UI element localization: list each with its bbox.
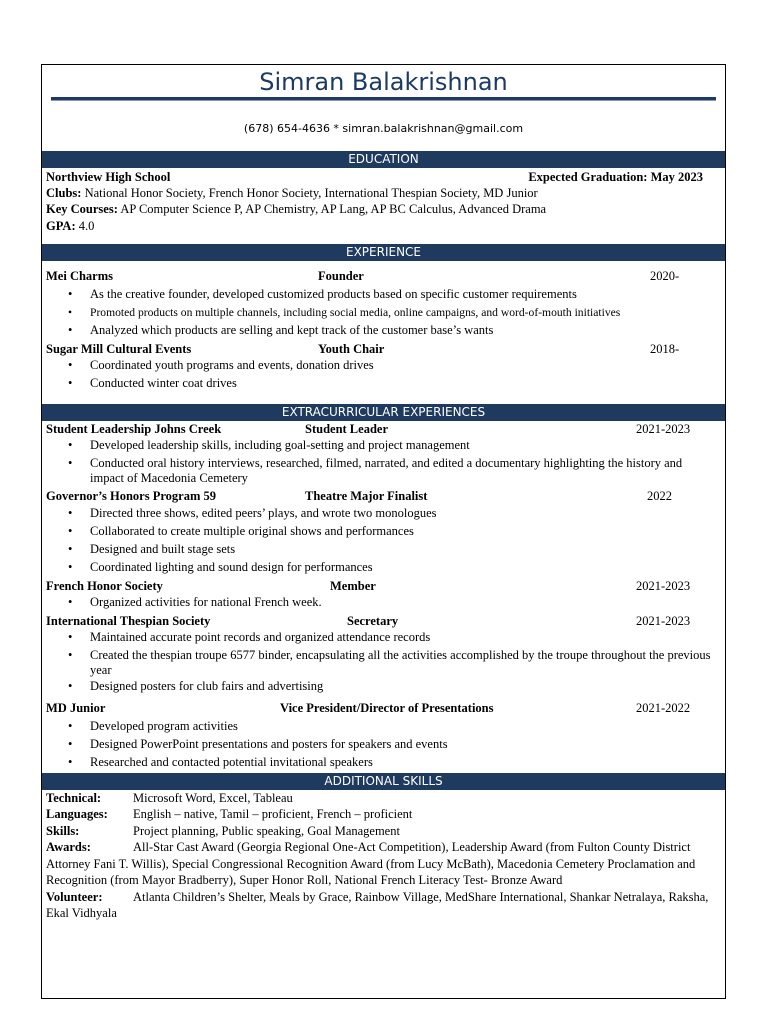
- resume-page: [41, 64, 726, 999]
- school-name: Northview High School: [46, 170, 171, 184]
- bullet-item: • Coordinated youth programs and events, donation drives: [42, 358, 725, 376]
- gpa-value: 4.0: [78, 218, 95, 233]
- entry-title: Student Leader: [305, 421, 388, 436]
- entry-organization: International Thespian Society: [46, 613, 211, 628]
- skill-item: [42, 823, 725, 840]
- entry-bullets: [42, 630, 725, 697]
- skill-label: Awards:: [46, 840, 91, 855]
- clubs-value: National Honor Society, French Honor Society, International Thespian Society, MD Junior: [84, 186, 538, 201]
- skill-item: [42, 806, 725, 823]
- education-gpa: [42, 218, 725, 234]
- skills-list: [42, 790, 725, 922]
- skill-item: [42, 889, 725, 922]
- education-clubs: [42, 185, 725, 201]
- entry: [42, 341, 725, 394]
- skill-label: Skills:: [46, 823, 80, 838]
- entry-header-row: [42, 341, 725, 358]
- extracurricular-heading: EXTRACURRICULAR EXPERIENCES: [42, 404, 725, 421]
- entry-organization: French Honor Society: [46, 578, 163, 593]
- bullet-item: • Conducted oral history interviews, researched, filmed, narrated, and edited a documentary highlighting the history and impact of Macedonia Cemetery: [42, 456, 725, 487]
- entry-header-row: [42, 613, 725, 630]
- entry-date: 2018-: [650, 341, 680, 356]
- education-school-row: [42, 169, 725, 185]
- entry-bullets: [42, 595, 725, 613]
- entry-title: Founder: [318, 268, 364, 283]
- entry-organization: Governor’s Honors Program 59: [46, 488, 216, 503]
- contact-line: (678) 654-4636 * simran.balakrishnan@gmail.com: [243, 122, 524, 135]
- bullet-item: • Analyzed which products are selling and kept track of the customer base’s wants: [42, 323, 725, 341]
- entry-bullets: [42, 506, 725, 578]
- skill-value: All-Star Cast Award (Georgia Regional One-Act Competition), Leadership Award (from Fulton County District Attorney Fani T. Willis), Special Congressional Recognition Award (from Lucy McBath), Macedonia Cemetery Proclamation and Recognition (from Mayor Bradberry), Super Honor Roll, National French Literacy Test- Bronze Award: [46, 840, 696, 888]
- entry: [42, 421, 725, 487]
- entry-bullets: [42, 438, 725, 487]
- bullet-item: • Designed and built stage sets: [42, 542, 725, 560]
- skill-value: English – native, Tamil – proficient, French – proficient: [133, 807, 413, 822]
- education-courses: [42, 201, 725, 217]
- entry-date: 2020-: [650, 268, 680, 283]
- bullet-item: • Directed three shows, edited peers’ plays, and wrote two monologues: [42, 506, 725, 524]
- skill-value: Microsoft Word, Excel, Tableau: [133, 790, 293, 805]
- entry: [42, 613, 725, 697]
- skill-label: Languages:: [46, 807, 108, 822]
- entry-date: 2021-2022: [636, 700, 691, 715]
- entry-header-row: [42, 578, 725, 595]
- skill-item: [42, 839, 725, 889]
- entry-title: Vice President/Director of Presentations: [280, 700, 494, 715]
- bullet-item: • Developed leadership skills, including goal-setting and project management: [42, 438, 725, 456]
- entry-date: 2021-2023: [636, 578, 691, 593]
- bullet-item: • Collaborated to create multiple original shows and performances: [42, 524, 725, 542]
- experience-list: [42, 265, 725, 394]
- entry-title: Youth Chair: [318, 341, 385, 356]
- bullet-item: • Designed posters for club fairs and advertising: [42, 679, 725, 697]
- entry-organization: Sugar Mill Cultural Events: [46, 341, 192, 356]
- bullet-item: • Organized activities for national French week.: [42, 595, 725, 613]
- entry-header-row: [42, 697, 725, 719]
- entry-header-row: [42, 265, 725, 287]
- entry-bullets: [42, 287, 725, 341]
- bullet-item: • Maintained accurate point records and organized attendance records: [42, 630, 725, 648]
- entry: [42, 487, 725, 578]
- bullet-item: • Coordinated lighting and sound design for performances: [42, 560, 725, 578]
- resume-name: Simran Balakrishnan: [259, 68, 508, 96]
- bullet-item: • Researched and contacted potential invitational speakers: [42, 755, 725, 773]
- gpa-label: GPA:: [46, 218, 76, 233]
- bullet-item: • As the creative founder, developed customized products based on specific customer requirements: [42, 287, 725, 305]
- entry-organization: Mei Charms: [46, 268, 113, 283]
- skill-label: Technical:: [46, 790, 102, 805]
- bullet-item: • Conducted winter coat drives: [42, 376, 725, 394]
- entry-organization: MD Junior: [46, 700, 106, 715]
- entry-date: 2021-2023: [636, 613, 691, 628]
- skill-item: [42, 790, 725, 807]
- entry-title: Member: [330, 578, 376, 593]
- graduation-date: Expected Graduation: May 2023: [528, 170, 703, 184]
- entry: [42, 265, 725, 341]
- skills-heading: ADDITIONAL SKILLS: [42, 773, 725, 790]
- header-rule: [51, 97, 716, 101]
- courses-value: AP Computer Science P, AP Chemistry, AP Lang, AP BC Calculus, Advanced Drama: [120, 202, 547, 217]
- entry: [42, 697, 725, 773]
- entry-bullets: [42, 358, 725, 394]
- education-heading: EDUCATION: [42, 151, 725, 168]
- skill-value: Atlanta Children’s Shelter, Meals by Grace, Rainbow Village, MedShare International, Shankar Netralaya, Raksha, Ekal Vidhyala: [46, 889, 709, 921]
- entry-date: 2022: [647, 488, 672, 503]
- bullet-item: • Created the thespian troupe 6577 binder, encapsulating all the activities accomplished by the troupe throughout the previous year: [42, 648, 725, 679]
- bullet-item: • Designed PowerPoint presentations and posters for speakers and events: [42, 737, 725, 755]
- bullet-item: • Promoted products on multiple channels, including social media, online campaigns, and word-of-mouth initiatives: [42, 305, 725, 323]
- courses-label: Key Courses:: [46, 202, 118, 217]
- skill-value: Project planning, Public speaking, Goal Management: [133, 823, 400, 838]
- bullet-item: • Developed program activities: [42, 719, 725, 737]
- entry: [42, 578, 725, 613]
- entry-organization: Student Leadership Johns Creek: [46, 421, 222, 436]
- entry-header-row: [42, 421, 725, 438]
- skill-label: Volunteer:: [46, 889, 103, 904]
- entry-date: 2021-2023: [636, 421, 691, 436]
- entry-header-row: [42, 487, 725, 506]
- clubs-label: Clubs:: [46, 186, 82, 201]
- entry-bullets: [42, 719, 725, 773]
- entry-title: Secretary: [347, 613, 399, 628]
- experience-heading: EXPERIENCE: [42, 244, 725, 261]
- entry-title: Theatre Major Finalist: [305, 488, 428, 503]
- extracurricular-list: [42, 421, 725, 773]
